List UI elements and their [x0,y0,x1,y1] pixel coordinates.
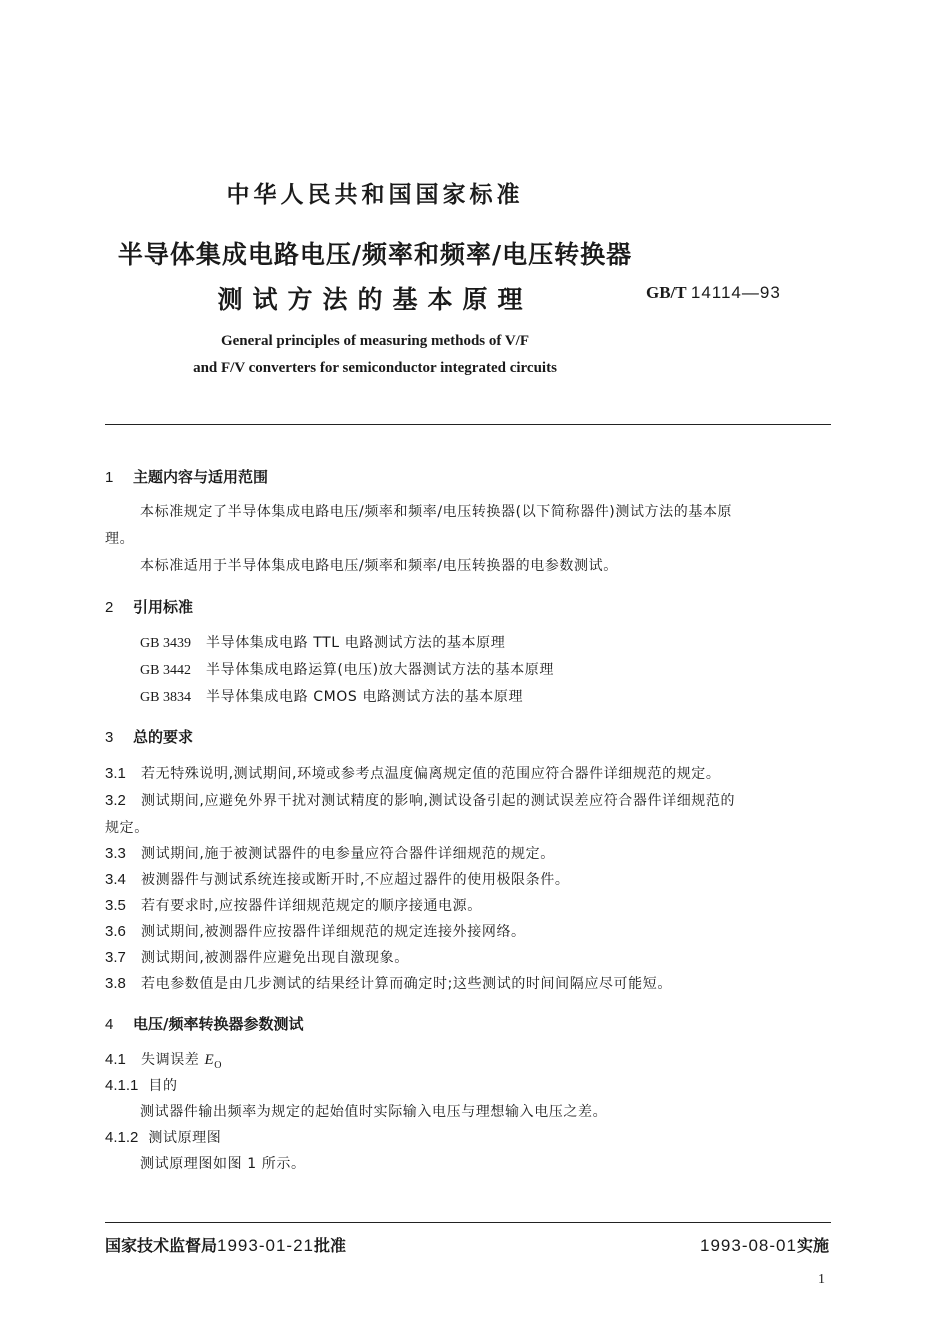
paragraph: 理。 [105,531,135,547]
clause-number: 3.2 [105,792,126,809]
clause-3-8 [105,973,672,993]
clause-number: 3.1 [105,765,126,782]
clause-text: 测试期间,施于被测试器件的电参量应符合器件详细规范的规定。 [141,846,555,862]
english-title-line1: General principles of measuring methods of V/F [220,333,530,349]
approval-date: 1993-01-21 [217,1236,314,1255]
section-number: 3 [105,729,114,746]
standard-code-prefix: GB/T [646,283,687,302]
clause-text: 测试期间,被测器件应按器件详细规范的规定连接外接网络。 [141,924,526,940]
reference-title: 半导体集成电路 CMOS 电路测试方法的基本原理 [206,689,524,705]
section-number: 4 [105,1016,114,1033]
clause-number: 3.7 [105,949,126,966]
clause-3-2-continued [105,817,149,837]
section-number: 2 [105,599,114,616]
reference-item [140,686,523,706]
section-number: 1 [105,469,114,486]
reference-title: 半导体集成电路运算(电压)放大器测试方法的基本原理 [206,662,554,678]
clause-3-4 [105,869,569,889]
clause-3-2 [105,790,735,810]
page-number: 1 [818,1272,825,1287]
paragraph: 本标准规定了半导体集成电路电压/频率和频率/电压转换器(以下简称器件)测试方法的基本原 [140,504,733,520]
clause-number: 3.5 [105,897,126,914]
clause-3-3 [105,843,555,863]
clause-number: 4.1.2 [105,1129,139,1146]
approval-info [105,1233,346,1256]
clause-3-5 [105,895,482,915]
reference-code: GB 3834 [140,690,191,705]
effective-info [700,1233,829,1256]
clause-number: 3.4 [105,871,126,888]
paragraph: 测试器件输出频率为规定的起始值时实际输入电压与理想输入电压之差。 [140,1104,608,1120]
symbol-subscript: O [214,1059,223,1071]
section-3-heading [105,726,193,747]
clause-text: 若无特殊说明,测试期间,环境或参考点温度偏离规定值的范围应符合器件详细规范的规定。 [141,766,721,782]
clause-3-7 [105,947,409,967]
reference-code: GB 3442 [140,663,191,678]
symbol-e: E [204,1052,215,1068]
standard-code-number: 14114—93 [690,283,781,302]
effective-label: 实施 [796,1236,829,1255]
clause-4-1-2 [105,1127,221,1147]
section-2-heading [105,596,193,617]
section-title: 电压/频率转换器参数测试 [133,1015,304,1033]
section-title: 总的要求 [133,728,194,746]
standard-title-line1: 半导体集成电路电压/频率和频率/电压转换器 [117,240,633,269]
clause-number: 3.6 [105,923,126,940]
effective-date: 1993-08-01 [700,1236,797,1255]
clause-text: 目的 [148,1078,178,1094]
clause-4-1-1 [105,1075,178,1095]
section-1-heading [105,466,268,487]
clause-number: 3.8 [105,975,126,992]
reference-item [140,659,554,679]
reference-title: 半导体集成电路 TTL 电路测试方法的基本原理 [206,635,506,651]
standard-code [646,283,781,303]
footer-divider [105,1222,831,1223]
clause-text: 测试期间,被测器件应避免出现自激现象。 [141,950,409,966]
clause-4-1 [105,1049,222,1071]
header-divider [105,424,831,425]
clause-text: 若有要求时,应按器件详细规范规定的顺序接通电源。 [141,898,482,914]
paragraph: 本标准适用于半导体集成电路电压/频率和频率/电压转换器的电参数测试。 [140,558,618,574]
clause-text: 失调误差 [141,1052,200,1068]
clause-text: 被测器件与测试系统连接或断开时,不应超过器件的使用极限条件。 [141,872,570,888]
section-title: 主题内容与适用范围 [133,468,269,486]
paragraph: 测试原理图如图 1 所示。 [140,1156,306,1172]
section-title: 引用标准 [133,598,194,616]
clause-text: 测试期间,应避免外界干扰对测试精度的影响,测试设备引起的测试误差应符合器件详细规范的 [141,793,736,809]
clause-number: 4.1.1 [105,1077,139,1094]
standard-title-line2: 测试方法的基本原理 [217,285,533,314]
clause-number: 3.3 [105,845,126,862]
section-4-heading [105,1013,303,1034]
approval-label: 批准 [313,1236,346,1255]
clause-text: 测试原理图 [148,1130,222,1146]
clause-3-1 [105,763,721,783]
reference-item [140,632,505,652]
country-standard-heading: 中华人民共和国国家标准 [226,182,524,208]
clause-text: 若电参数值是由几步测试的结果经计算而确定时;这些测试的时间间隔应尽可能短。 [141,976,672,992]
clause-text: 规定。 [105,820,149,836]
issuer: 国家技术监督局 [105,1236,218,1255]
clause-number: 4.1 [105,1051,126,1068]
reference-code: GB 3439 [140,636,191,651]
english-title-line2: and F/V converters for semiconductor integrated circuits [193,360,557,376]
clause-3-6 [105,921,526,941]
